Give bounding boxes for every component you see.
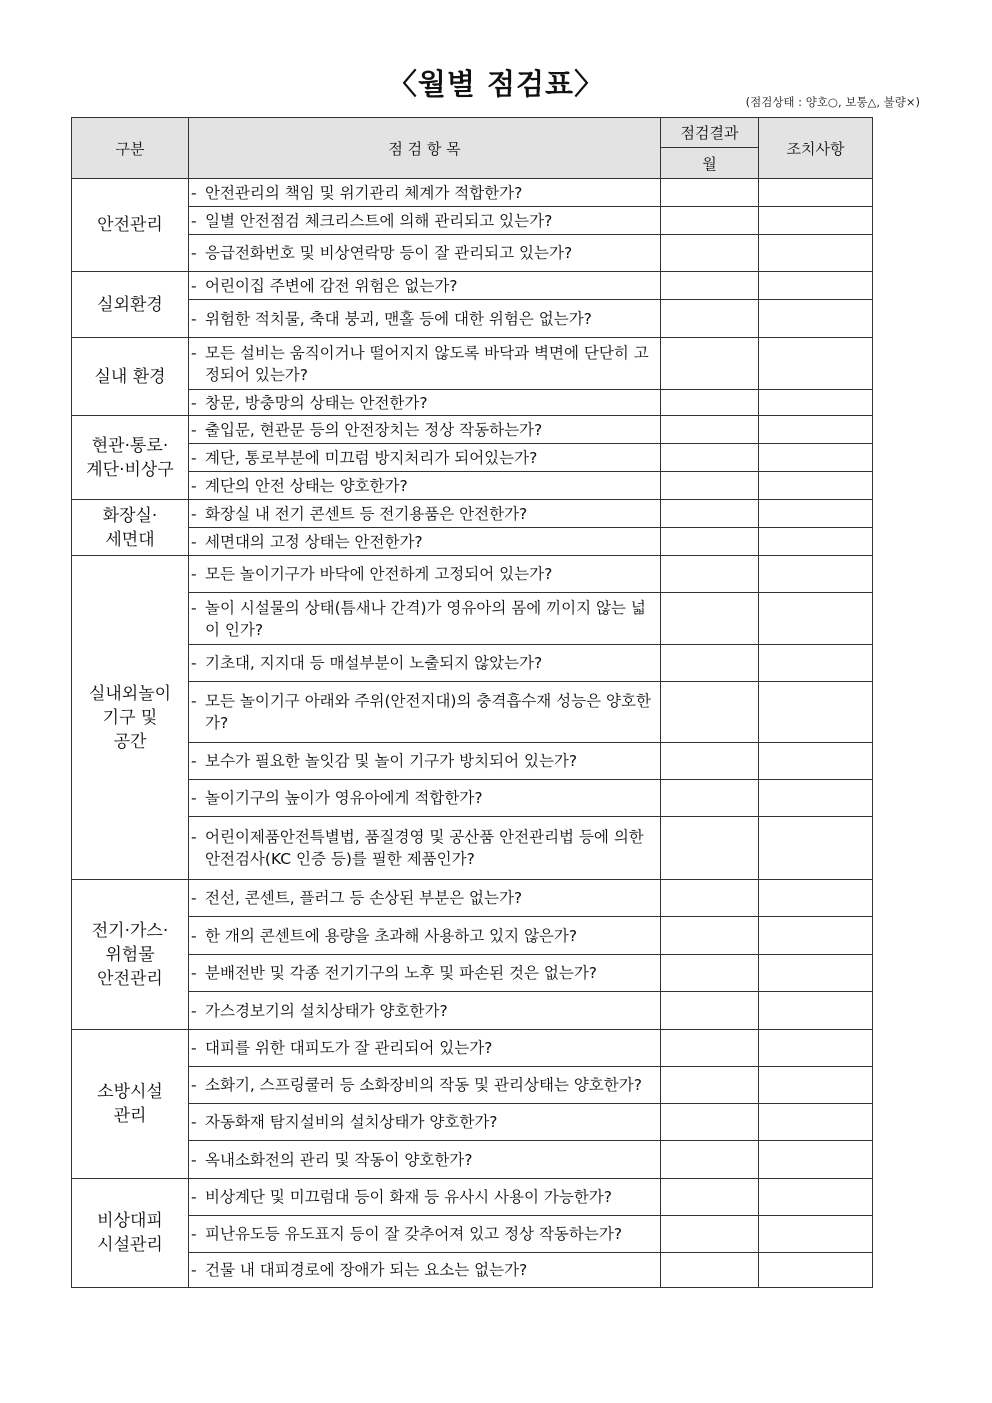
action-cell[interactable]: [759, 207, 873, 235]
result-cell[interactable]: [661, 817, 759, 880]
item-dash: -: [191, 598, 197, 617]
item-text: 응급전화번호 및 비상연락망 등이 잘 관리되고 있는가?: [205, 244, 573, 262]
item-dash: -: [191, 1076, 197, 1094]
checklist-row: [72, 444, 873, 472]
result-cell[interactable]: [661, 743, 759, 780]
check-item: [189, 300, 661, 338]
action-cell[interactable]: [759, 1104, 873, 1141]
item-text: 자동화재 탐지설비의 설치상태가 양호한가?: [205, 1113, 498, 1131]
item-dash: -: [191, 692, 197, 710]
result-cell[interactable]: [661, 645, 759, 682]
check-item: [189, 992, 661, 1030]
action-cell[interactable]: [759, 1067, 873, 1104]
action-cell[interactable]: [759, 955, 873, 992]
status-legend: (점검상태 : 양호○, 보통△, 불량×): [745, 95, 920, 109]
check-item: [189, 593, 661, 645]
check-item: [189, 272, 661, 300]
item-text: 계단, 통로부분에 미끄럼 방지처리가 되어있는가?: [205, 448, 538, 467]
item-dash: -: [191, 654, 197, 672]
item-text: 건물 내 대피경로에 장애가 되는 요소는 없는가?: [205, 1261, 528, 1279]
checklist-row: [72, 556, 873, 593]
action-cell[interactable]: [759, 500, 873, 528]
item-text: 비상계단 및 미끄럼대 등이 화재 등 유사시 사용이 가능한가?: [205, 1188, 612, 1206]
action-cell[interactable]: [759, 235, 873, 272]
item-text: 일별 안전점검 체크리스트에 의해 관리되고 있는가?: [205, 211, 553, 230]
check-item: [189, 1216, 661, 1253]
result-cell[interactable]: [661, 1253, 759, 1288]
result-cell[interactable]: [661, 1216, 759, 1253]
item-dash: -: [191, 889, 197, 907]
checklist-row: [72, 593, 873, 645]
result-cell[interactable]: [661, 917, 759, 955]
action-cell[interactable]: [759, 743, 873, 780]
action-cell[interactable]: [759, 780, 873, 817]
item-dash: -: [191, 343, 197, 362]
check-item: [189, 743, 661, 780]
item-text: 분배전반 및 각종 전기기구의 노후 및 파손된 것은 없는가?: [205, 964, 598, 982]
item-text: 놀이기구의 높이가 영유아에게 적합한가?: [205, 789, 483, 807]
section-category: 실내 환경: [72, 338, 189, 416]
item-dash: -: [191, 420, 197, 439]
check-item: [189, 780, 661, 817]
checklist-row: [72, 817, 873, 880]
result-cell[interactable]: [661, 528, 759, 556]
item-text: 기초대, 지지대 등 매설부분이 노출되지 않았는가?: [205, 654, 543, 672]
result-cell[interactable]: [661, 390, 759, 416]
checklist-row: [72, 645, 873, 682]
result-cell[interactable]: [661, 1179, 759, 1216]
item-dash: -: [191, 244, 197, 262]
action-cell[interactable]: [759, 338, 873, 390]
item-text: 어린이제품안전특별법, 품질경영 및 공산품 안전관리법 등에 의한 안전검사(KC 인증 등)를 필한 제품인가?: [205, 828, 644, 868]
item-text: 놀이 시설물의 상태(틈새나 간격)가 영유아의 몸에 끼이지 않는 넓이 인가?: [205, 598, 646, 639]
checklist-row: [72, 179, 873, 207]
result-cell[interactable]: [661, 1067, 759, 1104]
check-item: [189, 235, 661, 272]
item-text: 모든 놀이기구 아래와 주위(안전지대)의 충격흡수재 성능은 양호한가?: [205, 692, 651, 732]
checklist-row: [72, 880, 873, 917]
item-text: 모든 놀이기구가 바닥에 안전하게 고정되어 있는가?: [205, 565, 553, 583]
checklist-row: [72, 472, 873, 500]
item-dash: -: [191, 309, 197, 328]
check-item: [189, 444, 661, 472]
result-cell[interactable]: [661, 207, 759, 235]
result-cell[interactable]: [661, 992, 759, 1030]
result-cell[interactable]: [661, 338, 759, 390]
check-item: [189, 500, 661, 528]
checklist-row: [72, 416, 873, 444]
check-item: [189, 207, 661, 235]
item-text: 안전관리의 책임 및 위기관리 체계가 적합한가?: [205, 183, 523, 202]
check-item: [189, 817, 661, 880]
item-dash: -: [191, 828, 197, 846]
item-dash: -: [191, 1261, 197, 1279]
checklist-row: [72, 743, 873, 780]
checklist-row: [72, 500, 873, 528]
header-result: 점검결과: [661, 118, 759, 148]
section-category: 실내외놀이 기구 및 공간: [72, 556, 189, 880]
check-item: [189, 556, 661, 593]
item-text: 대피를 위한 대피도가 잘 관리되어 있는가?: [205, 1039, 493, 1057]
section-category: 소방시설 관리: [72, 1030, 189, 1179]
item-text: 가스경보기의 설치상태가 양호한가?: [205, 1001, 448, 1020]
checklist-row: [72, 207, 873, 235]
checklist-row: [72, 272, 873, 300]
check-item: [189, 338, 661, 390]
item-text: 소화기, 스프링쿨러 등 소화장비의 작동 및 관리상태는 양호한가?: [205, 1076, 642, 1094]
item-text: 한 개의 콘센트에 용량을 초과해 사용하고 있지 않은가?: [205, 926, 578, 945]
result-cell[interactable]: [661, 272, 759, 300]
action-cell[interactable]: [759, 817, 873, 880]
monthly-checklist-table: [71, 117, 873, 1288]
item-text: 창문, 방충망의 상태는 안전한가?: [205, 393, 428, 412]
checklist-row: [72, 682, 873, 743]
item-dash: -: [191, 276, 197, 295]
action-cell[interactable]: [759, 416, 873, 444]
result-cell[interactable]: [661, 444, 759, 472]
header-category: 구분: [72, 118, 189, 179]
check-item: [189, 880, 661, 917]
action-cell[interactable]: [759, 645, 873, 682]
item-dash: -: [191, 926, 197, 945]
checklist-row: [72, 338, 873, 390]
checklist-row: [72, 390, 873, 416]
check-item: [189, 917, 661, 955]
check-item: [189, 416, 661, 444]
action-cell[interactable]: [759, 556, 873, 593]
action-cell[interactable]: [759, 880, 873, 917]
header-items: 점 검 항 목: [189, 118, 661, 179]
item-dash: -: [191, 789, 197, 807]
section-category: 화장실· 세면대: [72, 500, 189, 556]
check-item: [189, 955, 661, 992]
check-item: [189, 1030, 661, 1067]
result-cell[interactable]: [661, 472, 759, 500]
item-text: 피난유도등 유도표지 등이 잘 갖추어져 있고 정상 작동하는가?: [205, 1225, 623, 1243]
item-dash: -: [191, 448, 197, 467]
check-item: [189, 1104, 661, 1141]
checklist-row: [72, 528, 873, 556]
checklist-row: [72, 780, 873, 817]
action-cell[interactable]: [759, 1216, 873, 1253]
checklist-row: [72, 1253, 873, 1288]
action-cell[interactable]: [759, 992, 873, 1030]
action-cell[interactable]: [759, 917, 873, 955]
check-item: [189, 179, 661, 207]
item-dash: -: [191, 476, 197, 495]
result-cell[interactable]: [661, 880, 759, 917]
section-category: 실외환경: [72, 272, 189, 338]
item-dash: -: [191, 1113, 197, 1131]
action-cell[interactable]: [759, 300, 873, 338]
header-month: 월: [661, 148, 759, 179]
item-text: 옥내소화전의 관리 및 작동이 양호한가?: [205, 1150, 473, 1169]
result-cell[interactable]: [661, 955, 759, 992]
checklist-row: [72, 955, 873, 992]
check-item: [189, 1141, 661, 1179]
action-cell[interactable]: [759, 444, 873, 472]
checklist-row: [72, 1030, 873, 1067]
action-cell[interactable]: [759, 528, 873, 556]
item-text: 세면대의 고정 상태는 안전한가?: [205, 532, 423, 551]
item-text: 위험한 적치물, 축대 붕괴, 맨홀 등에 대한 위험은 없는가?: [205, 309, 592, 328]
action-cell[interactable]: [759, 1141, 873, 1179]
result-cell[interactable]: [661, 1030, 759, 1067]
section-category: 비상대피 시설관리: [72, 1179, 189, 1288]
result-cell[interactable]: [661, 300, 759, 338]
section-category: 안전관리: [72, 179, 189, 272]
checklist-body: [72, 179, 873, 1288]
item-dash: -: [191, 1150, 197, 1169]
checklist-row: [72, 1216, 873, 1253]
item-dash: -: [191, 393, 197, 412]
action-cell[interactable]: [759, 682, 873, 743]
item-text: 계단의 안전 상태는 양호한가?: [205, 476, 408, 495]
item-dash: -: [191, 504, 197, 523]
result-cell[interactable]: [661, 1104, 759, 1141]
checklist-row: [72, 1104, 873, 1141]
item-dash: -: [191, 1001, 197, 1020]
action-cell[interactable]: [759, 179, 873, 207]
checklist-row: [72, 235, 873, 272]
item-dash: -: [191, 752, 197, 770]
action-cell[interactable]: [759, 472, 873, 500]
checklist-row: [72, 992, 873, 1030]
result-cell[interactable]: [661, 593, 759, 645]
result-cell[interactable]: [661, 500, 759, 528]
result-cell[interactable]: [661, 179, 759, 207]
page-title: 〈월별 점검표〉: [387, 67, 605, 101]
result-cell[interactable]: [661, 682, 759, 743]
item-dash: -: [191, 532, 197, 551]
action-cell[interactable]: [759, 390, 873, 416]
header-action: 조치사항: [759, 118, 873, 179]
check-item: [189, 645, 661, 682]
item-dash: -: [191, 1225, 197, 1243]
checklist-row: [72, 917, 873, 955]
check-item: [189, 528, 661, 556]
section-category: 전기·가스· 위험물 안전관리: [72, 880, 189, 1030]
action-cell[interactable]: [759, 593, 873, 645]
item-dash: -: [191, 1039, 197, 1057]
item-text: 전선, 콘센트, 플러그 등 손상된 부분은 없는가?: [205, 889, 523, 907]
result-cell[interactable]: [661, 780, 759, 817]
action-cell[interactable]: [759, 1179, 873, 1216]
item-dash: -: [191, 1188, 197, 1206]
item-text: 출입문, 현관문 등의 안전장치는 정상 작동하는가?: [205, 420, 543, 439]
action-cell[interactable]: [759, 1253, 873, 1288]
checklist-row: [72, 1067, 873, 1104]
action-cell[interactable]: [759, 272, 873, 300]
item-dash: -: [191, 565, 197, 583]
checklist-row: [72, 1141, 873, 1179]
check-item: [189, 1253, 661, 1288]
result-cell[interactable]: [661, 556, 759, 593]
result-cell[interactable]: [661, 235, 759, 272]
item-text: 모든 설비는 움직이거나 떨어지지 않도록 바닥과 벽면에 단단히 고정되어 있는가?: [205, 343, 649, 384]
check-item: [189, 1179, 661, 1216]
item-dash: -: [191, 183, 197, 202]
checklist-row: [72, 300, 873, 338]
item-text: 화장실 내 전기 콘센트 등 전기용품은 안전한가?: [205, 504, 528, 523]
check-item: [189, 1067, 661, 1104]
check-item: [189, 682, 661, 743]
item-dash: -: [191, 211, 197, 230]
item-text: 보수가 필요한 놀잇감 및 놀이 기구가 방치되어 있는가?: [205, 752, 578, 770]
item-dash: -: [191, 964, 197, 982]
item-text: 어린이집 주변에 감전 위험은 없는가?: [205, 276, 458, 295]
check-item: [189, 472, 661, 500]
section-category: 현관·통로· 계단·비상구: [72, 416, 189, 500]
checklist-row: [72, 1179, 873, 1216]
action-cell[interactable]: [759, 1030, 873, 1067]
result-cell[interactable]: [661, 416, 759, 444]
result-cell[interactable]: [661, 1141, 759, 1179]
check-item: [189, 390, 661, 416]
